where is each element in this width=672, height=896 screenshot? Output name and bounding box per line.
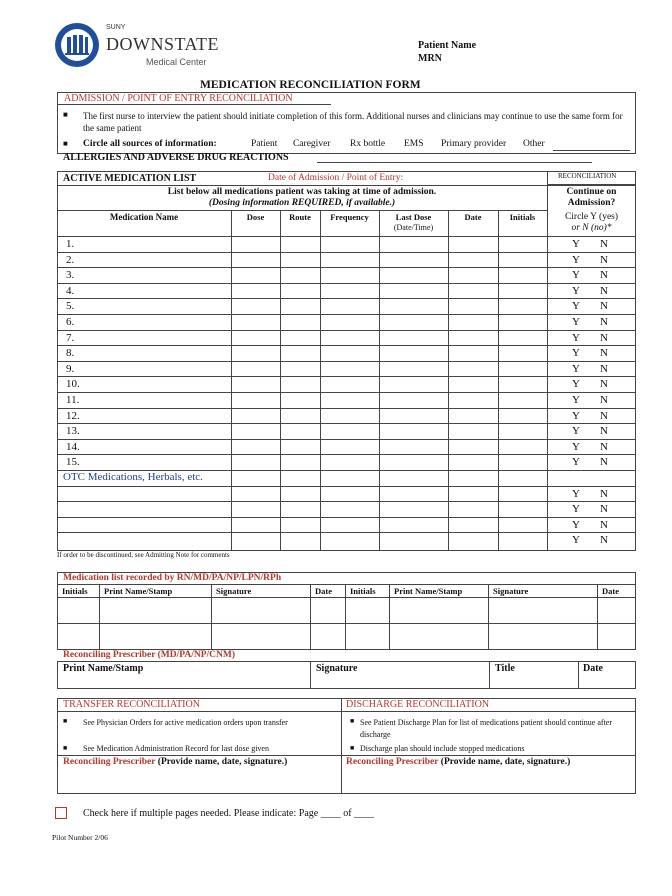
otc-label: OTC Medications, Herbals, etc.	[63, 471, 203, 483]
yes-option[interactable]: Y	[572, 238, 580, 250]
recorded-col-header: Signature	[493, 586, 529, 596]
yes-option[interactable]: Y	[572, 347, 580, 360]
recorded-col-header: Date	[315, 586, 332, 596]
prescriber-print-name: Print Name/Stamp	[63, 663, 144, 674]
no-option[interactable]: N	[600, 518, 608, 531]
mrn-label: MRN	[418, 53, 442, 64]
no-option[interactable]: N	[600, 284, 608, 297]
bullet-icon: ■	[63, 139, 68, 148]
row-number: 13.	[66, 425, 80, 438]
no-option[interactable]: N	[600, 534, 608, 547]
discharge-prescriber-label: Reconciling Prescriber	[346, 757, 439, 767]
yes-option[interactable]: Y	[572, 456, 580, 469]
yes-option[interactable]: Y	[572, 362, 580, 375]
circle-line-1: Circle Y (yes)	[564, 212, 619, 222]
yes-option[interactable]: Y	[572, 534, 580, 547]
source-caregiver[interactable]: Caregiver	[293, 139, 331, 149]
admission-date-label: Date of Admission / Point of Entry:	[268, 173, 404, 183]
row-number: 9.	[66, 362, 75, 375]
continue-line-2: Admission?	[567, 198, 616, 208]
bullet-icon: ■	[63, 717, 68, 725]
no-option[interactable]: N	[600, 394, 608, 406]
recorded-col-header: Initials	[62, 586, 88, 596]
row-number: 15.	[66, 456, 80, 469]
row-number: 1.	[66, 238, 75, 250]
form-title: MEDICATION RECONCILIATION FORM	[200, 79, 421, 91]
transfer-prescriber-note: (Provide name, date, signature.)	[157, 757, 288, 767]
col-initials: Initials	[509, 212, 536, 222]
active-med-list-title: ACTIVE MEDICATION LIST	[63, 173, 197, 184]
allergies-label: ALLERGIES AND ADVERSE DRUG REACTIONS	[63, 152, 289, 163]
bullet-icon: ■	[63, 110, 68, 119]
no-option[interactable]: N	[600, 269, 608, 282]
no-option[interactable]: N	[600, 238, 608, 250]
source-primary-provider[interactable]: Primary provider	[441, 139, 507, 149]
no-option[interactable]: N	[600, 347, 608, 360]
no-option[interactable]: N	[600, 331, 608, 344]
logo-suny: SUNY	[106, 24, 126, 31]
recorded-col-header: Date	[602, 586, 619, 596]
source-other[interactable]: Other	[523, 139, 545, 149]
continue-line-1: Continue on	[566, 187, 617, 197]
prescriber-title: Title	[495, 663, 515, 674]
discharge-prescriber-note: (Provide name, date, signature.)	[440, 757, 571, 767]
no-option[interactable]: N	[600, 456, 608, 469]
yes-option[interactable]: Y	[572, 425, 580, 438]
sources-label: Circle all sources of information:	[83, 139, 217, 149]
yes-option[interactable]: Y	[572, 253, 580, 266]
no-option[interactable]: N	[600, 503, 608, 516]
downstate-seal-icon	[54, 22, 100, 68]
recorded-col-header: Print Name/Stamp	[104, 586, 173, 596]
admission-header: ADMISSION / POINT OF ENTRY RECONCILIATION	[64, 93, 293, 104]
row-number: 10.	[66, 378, 80, 391]
yes-option[interactable]: Y	[572, 409, 580, 422]
reconciling-prescriber-header: Reconciling Prescriber (MD/PA/NP/CNM)	[63, 650, 236, 660]
row-number: 8.	[66, 347, 75, 360]
row-number: 5.	[66, 300, 75, 313]
transfer-prescriber	[63, 757, 287, 767]
row-number: 14.	[66, 440, 80, 453]
discharge-bullet-2: Discharge plan should include stopped medications	[360, 744, 525, 753]
no-option[interactable]: N	[600, 409, 608, 422]
col-medication-name: Medication Name	[109, 212, 179, 222]
recorded-by-header: Medication list recorded by RN/MD/PA/NP/LPN/RPh	[63, 573, 282, 583]
transfer-bullet-1: See Physician Orders for active medication orders upon transfer	[83, 718, 288, 727]
no-option[interactable]: N	[600, 425, 608, 438]
prescriber-signature: Signature	[316, 663, 358, 674]
col-route: Route	[289, 212, 311, 222]
no-option[interactable]: N	[600, 362, 608, 375]
yes-option[interactable]: Y	[572, 503, 580, 516]
row-number: 7.	[66, 331, 75, 344]
source-rx-bottle[interactable]: Rx bottle	[350, 139, 386, 149]
discharge-bullet-1: See Patient Discharge Plan for list of medications patient should continue after discharge	[360, 718, 613, 739]
bullet-icon: ■	[350, 717, 355, 725]
yes-option[interactable]: Y	[572, 284, 580, 297]
row-number: 3.	[66, 269, 75, 282]
admission-bullet-1: The first nurse to interview the patient should initiate completion of this form. Additional nurses and clinicians may continue to use the same form for the same patient	[83, 111, 623, 133]
no-option[interactable]: N	[600, 440, 608, 453]
row-number: 11.	[66, 394, 80, 406]
multiple-pages-text: Check here if multiple pages needed. Please indicate: Page ____ of ____	[83, 808, 375, 819]
yes-option[interactable]: Y	[572, 487, 580, 500]
no-option[interactable]: N	[600, 253, 608, 266]
recorded-col-header: Signature	[216, 586, 252, 596]
circle-line-2: or N (no)*	[571, 223, 612, 233]
logo-sub: Medical Center	[146, 57, 207, 67]
col-dose: Dose	[246, 212, 265, 222]
yes-option[interactable]: Y	[572, 269, 580, 282]
prescriber-date: Date	[583, 663, 603, 674]
col-frequency: Frequency	[330, 212, 369, 222]
transfer-header: TRANSFER RECONCILIATION	[63, 699, 200, 710]
recorded-col-header: Print Name/Stamp	[394, 586, 463, 596]
col-date: Date	[464, 212, 482, 222]
no-option[interactable]: N	[600, 378, 608, 391]
source-ems[interactable]: EMS	[404, 139, 424, 149]
allergies-field[interactable]	[317, 162, 592, 163]
transfer-bullet-2: See Medication Administration Record for last dose given	[83, 744, 269, 753]
no-option[interactable]: N	[600, 300, 608, 313]
yes-option[interactable]: Y	[572, 518, 580, 531]
row-number: 12.	[66, 409, 80, 422]
logo	[54, 22, 220, 72]
no-option[interactable]: N	[600, 487, 608, 500]
patient-name-label: Patient Name	[418, 40, 477, 51]
yes-option[interactable]: Y	[572, 316, 580, 328]
yes-option[interactable]: Y	[572, 440, 580, 453]
discharge-header: DISCHARGE RECONCILIATION	[346, 699, 490, 710]
col-last-dose: Last Dose	[395, 212, 432, 222]
col-last-dose-sub: (Date/Time)	[393, 223, 434, 232]
bullet-icon: ■	[350, 744, 355, 752]
row-number: 6.	[66, 316, 75, 328]
reconciliation-header: RECONCILIATION	[558, 172, 617, 180]
no-option[interactable]: N	[600, 316, 608, 328]
row-number: 4.	[66, 284, 75, 297]
discontinue-footnote: If order to be discontinued, see Admitting Note for comments	[57, 551, 230, 559]
bullet-icon: ■	[63, 744, 68, 752]
source-patient[interactable]: Patient	[251, 139, 278, 149]
recorded-col-header: Initials	[350, 586, 376, 596]
multiple-pages-checkbox[interactable]	[55, 807, 67, 819]
yes-option[interactable]: Y	[572, 378, 580, 391]
transfer-prescriber-label: Reconciling Prescriber	[63, 757, 156, 767]
dosing-note: (Dosing information REQUIRED, if available.)	[208, 198, 396, 208]
yes-option[interactable]: Y	[572, 394, 580, 406]
yes-option[interactable]: Y	[572, 300, 580, 313]
discharge-prescriber	[346, 757, 570, 767]
logo-name: DOWNSTATE	[106, 34, 220, 54]
med-list-instruction: List below all medications patient was taking at time of admission.	[167, 187, 437, 197]
pilot-number: Pilot Number 2/06	[52, 833, 108, 842]
yes-option[interactable]: Y	[572, 331, 580, 344]
row-number: 2.	[66, 253, 75, 266]
